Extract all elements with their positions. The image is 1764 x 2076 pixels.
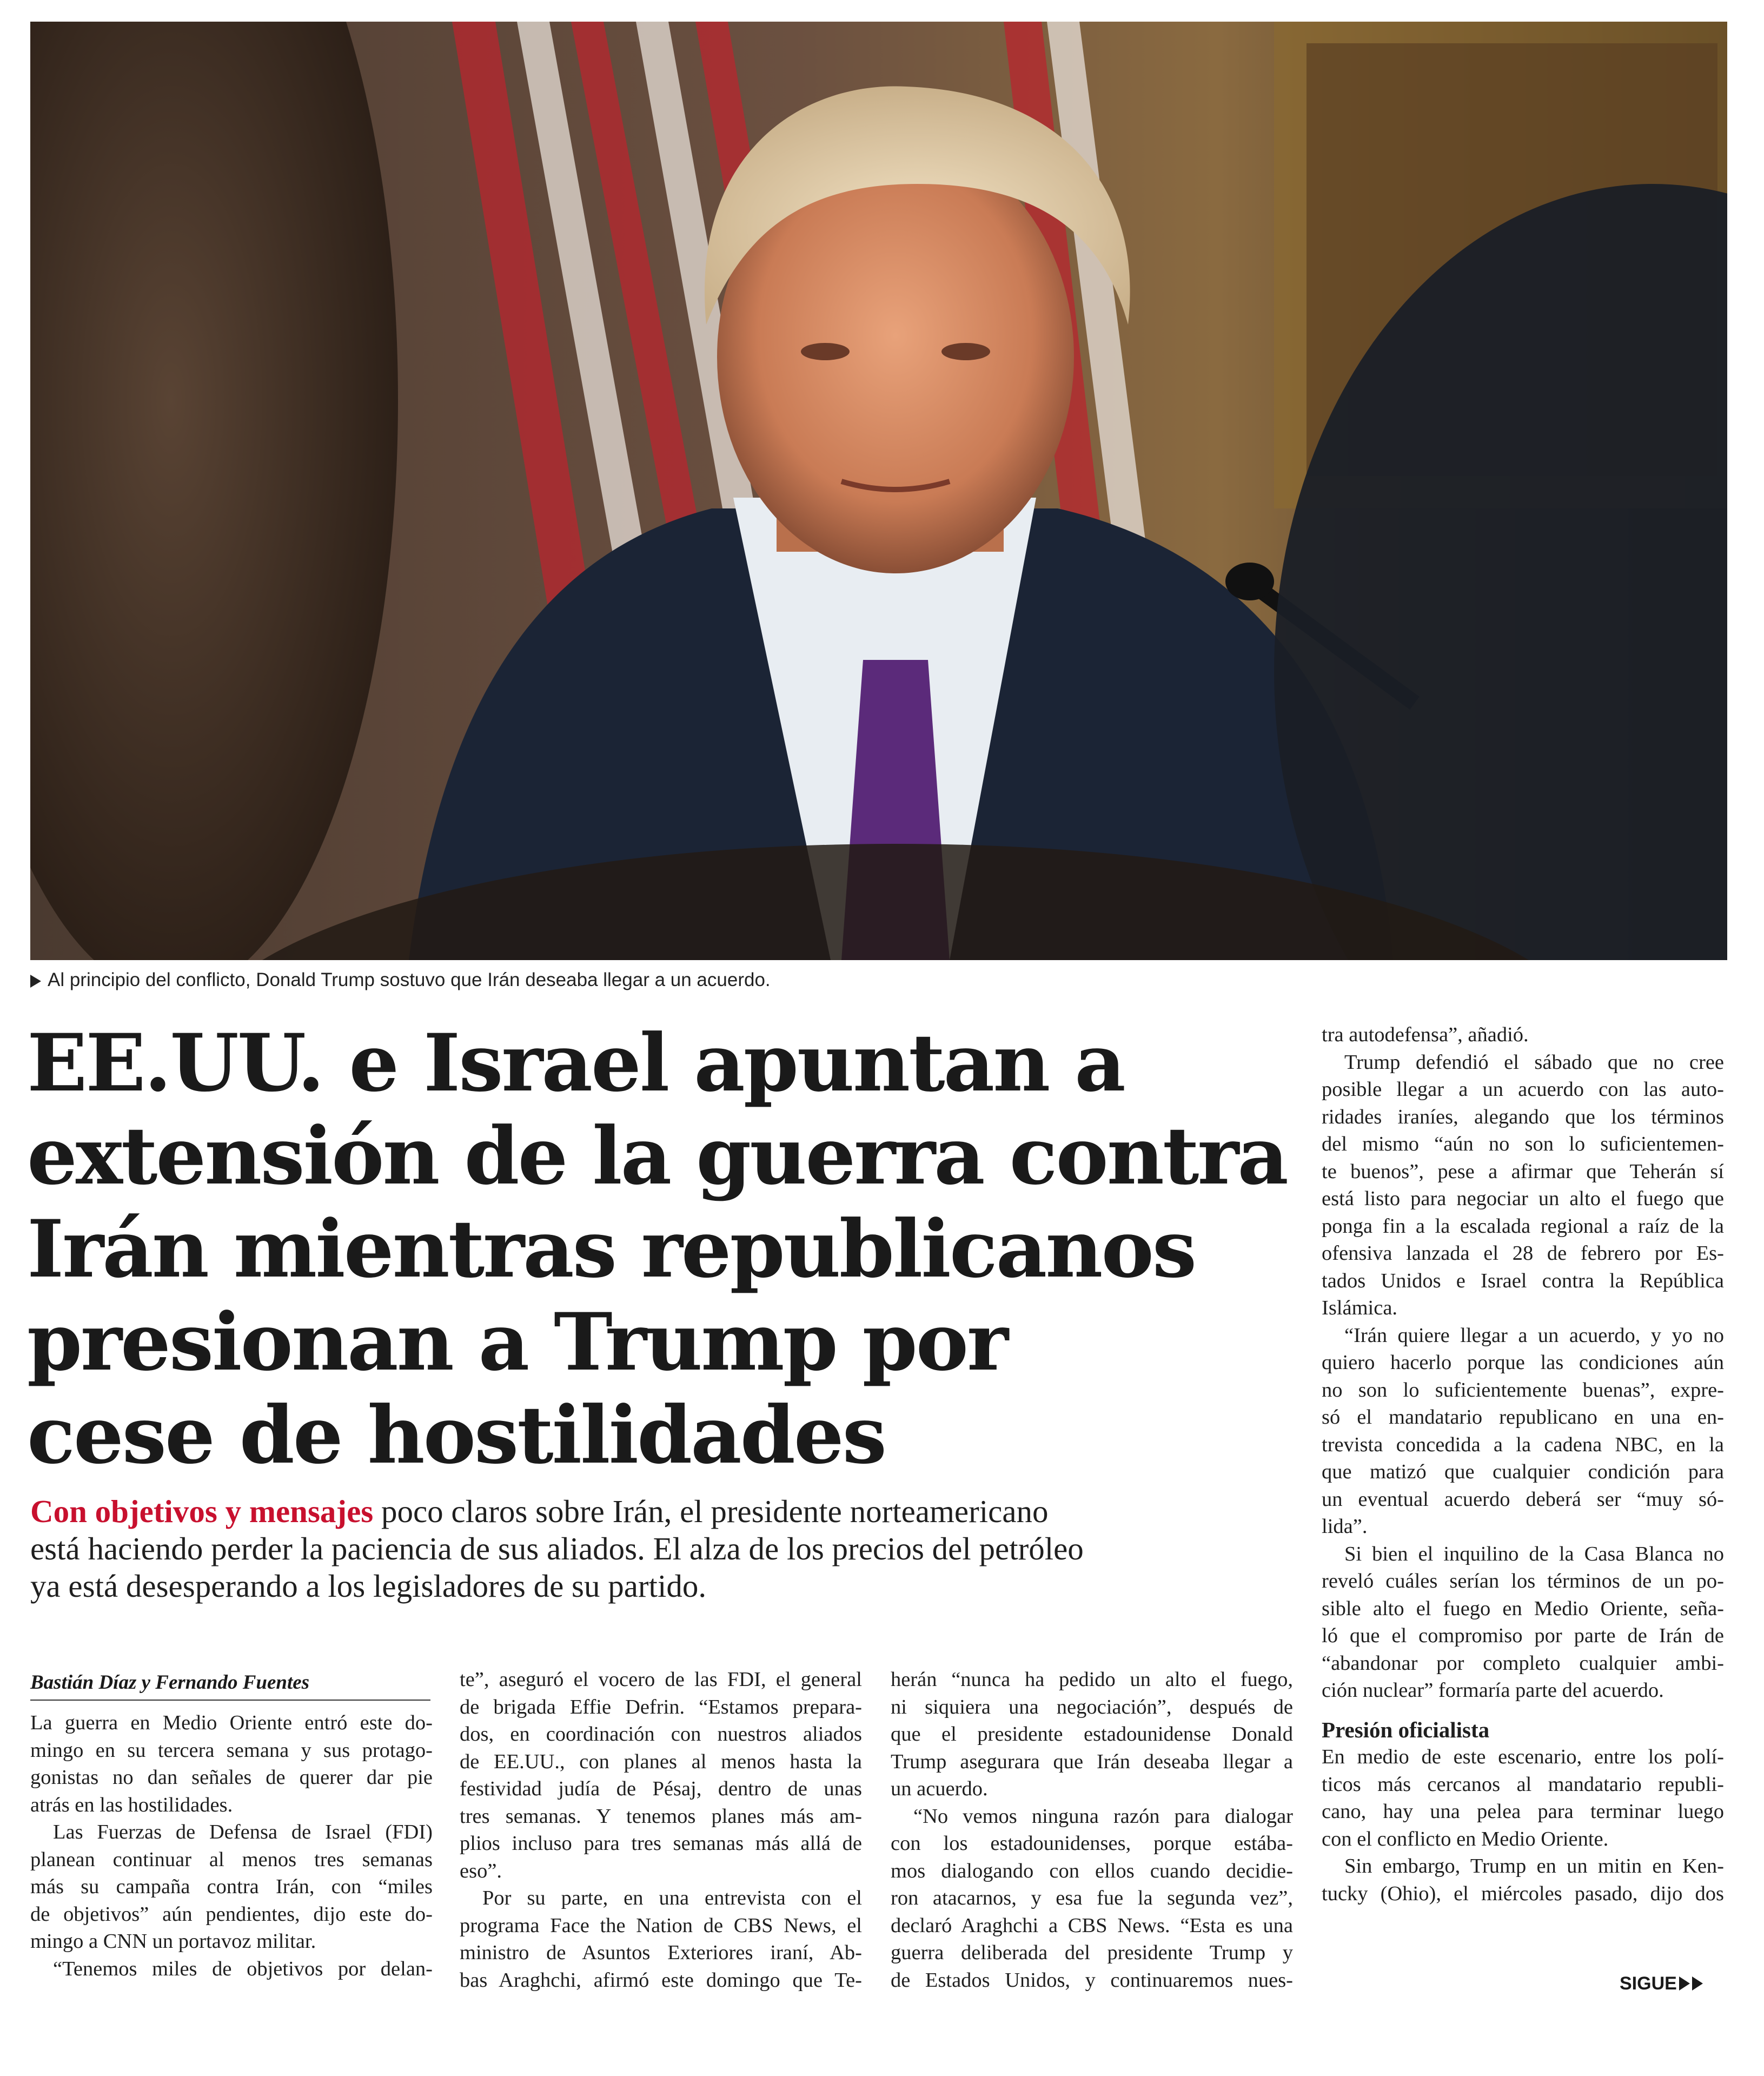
headline-line: Irán mientras republicanos [27,1203,1196,1295]
body-line: cano, hay una pelea para terminar luego [1322,1800,1724,1823]
body-line: de objetivos” aún pendientes, dijo este do- [30,1902,433,1926]
body-column-4 [1322,1021,1724,1907]
lead-photo [30,22,1727,960]
lead-line1-rest: poco claros sobre Irán, el presidente norteamericano [373,1493,1049,1529]
lead-line [30,1493,1307,1530]
photo-illustration [30,22,1727,960]
continue-label: SIGUE [1620,1973,1677,1994]
body-line: herán “nunca ha pedido un alto el fuego, [891,1668,1293,1691]
body-line: trevista concedida a la cadena NBC, en la [1322,1433,1724,1456]
body-line: ponga fin a la escalada regional a raíz de la [1322,1214,1724,1238]
body-line: festividad judía de Pésaj, dentro de unas [460,1777,862,1800]
body-line: un acuerdo. [891,1777,988,1800]
headline [27,1017,1287,1482]
body-line: programa Face the Nation de CBS News, el [460,1914,862,1937]
body-line: planean continuar al menos tres semanas [30,1848,433,1871]
body-line: Sin embargo, Trump en un mitin en Ken- [1344,1855,1724,1877]
caption-triangle-icon [30,975,41,988]
lead-paragraph [30,1493,1307,1605]
caption-text: Al principio del conflicto, Donald Trump sostuvo que Irán deseaba llegar a un acuerdo. [48,969,771,990]
body-line: un eventual acuerdo deberá ser “muy só- [1322,1487,1724,1511]
body-line: más su campaña contra Irán, con “miles [30,1875,433,1898]
body-line: bas Araghchi, afirmó este domingo que Te- [460,1968,862,1992]
body-line: mingo a CNN un portavoz militar. [30,1930,316,1953]
body-line: sible alto el fuego en Medio Oriente, seña- [1322,1597,1724,1620]
body-line: “Irán quiere llegar a un acuerdo, y yo no [1344,1324,1724,1347]
subhead: Presión oficialista [1322,1717,1490,1742]
body-line: Islámica. [1322,1297,1398,1319]
lead-line: ya está desesperando a los legisladores de su partido. [30,1568,707,1604]
body-line: ni siquiera una negociación”, después de [891,1695,1293,1718]
headline-line: presionan a Trump por [27,1296,1007,1389]
body-line: mingo en su tercera semana y sus protago- [30,1738,433,1762]
body-line: tados Unidos e Israel contra la República [1322,1269,1724,1292]
body-line: ticos más cercanos al mandatario republi- [1322,1773,1724,1796]
body-line: plios incluso para tres semanas más allá de [460,1832,862,1855]
headline-line: extensión de la guerra contra [27,1110,1287,1202]
body-line: “No vemos ninguna razón para dialogar [913,1804,1293,1828]
body-line: guerra deliberada del presidente Trump y [891,1941,1293,1964]
body-line: Por su parte, en una entrevista con el [482,1887,862,1909]
body-line: ofensiva lanzada el 28 de febrero por Es- [1322,1242,1724,1265]
lead-line: está haciendo perder la paciencia de sus aliados. El alza de los precios del petróleo [30,1531,1084,1566]
body-line: está listo para negociar un alto el fuego que [1322,1187,1724,1210]
body-line: no son lo suficientemente buenas”, expre- [1322,1378,1724,1401]
body-line: te buenos”, pese a afirmar que Teherán sí [1322,1160,1724,1183]
body-line: mos dialogando con ellos cuando decidie- [891,1859,1293,1882]
body-line: con el conflicto en Medio Oriente. [1322,1827,1609,1850]
arrow-right-icon [1679,1976,1690,1991]
body-line: de EE.UU., con planes al menos hasta la [460,1750,862,1773]
body-line: ló que el compromiso por parte de Irán de [1322,1624,1724,1647]
body-line: gonistas no dan señales de querer dar pie [30,1766,433,1789]
continue-marker [1620,1973,1703,1994]
body-line: con los estadounidenses, porque estába- [891,1832,1293,1855]
body-line: te”, aseguró el vocero de las FDI, el general [460,1668,862,1691]
body-line: tucky (Ohio), el miércoles pasado, dijo dos [1322,1882,1724,1905]
body-line: declaró Araghchi a CBS News. “Esta es una [891,1914,1293,1937]
body-line: Trump asegurara que Irán deseaba llegar a [891,1750,1293,1773]
body-line: lida”. [1322,1515,1368,1538]
body-line: que el presidente estadounidense Donald [891,1723,1293,1746]
body-line: dos, en coordinación con nuestros aliados [460,1723,862,1746]
body-line: “Tenemos miles de objetivos por delan- [53,1957,433,1980]
body-line: ridades iraníes, alegando que los términos [1322,1105,1724,1128]
body-line: posible llegar a un acuerdo con las auto- [1322,1078,1724,1101]
body-line: de brigada Effie Defrin. “Estamos prepara- [460,1695,862,1718]
arrow-right-icon [1692,1976,1703,1991]
body-line: tres semanas. Y tenemos planes más am- [460,1804,862,1828]
headline-line: EE.UU. e Israel apuntan a [27,1017,1124,1109]
body-line: Trump defendió el sábado que no cree [1344,1050,1724,1074]
body-line: que matizó que cualquier condición para [1322,1460,1724,1483]
body-line: “abandonar por completo cualquier ambi- [1322,1651,1724,1675]
body-line: ministro de Asuntos Exteriores iraní, Ab- [460,1941,862,1964]
body-line: Las Fuerzas de Defensa de Israel (FDI) [53,1821,433,1843]
body-line: del mismo “aún no son lo suficientemen- [1322,1133,1724,1155]
body-column-3 [891,1666,1293,1994]
body-column-1 [30,1709,433,1982]
body-line: ción nuclear” formaría parte del acuerdo. [1322,1679,1664,1702]
body-line: La guerra en Medio Oriente entró este do- [30,1711,433,1734]
body-column-2 [460,1666,862,1994]
body-line: tra autodefensa”, añadió. [1322,1023,1529,1046]
body-line: ron atacarnos, y esa fue la segunda vez”, [891,1887,1293,1909]
headline-line: cese de hostilidades [27,1389,885,1482]
body-line: Si bien el inquilino de la Casa Blanca no [1344,1542,1724,1565]
body-line: reveló cuáles serían los términos de un po- [1322,1570,1724,1592]
body-line: atrás en las hostilidades. [30,1793,233,1816]
body-line: de Estados Unidos, y continuaremos nues- [891,1968,1293,1992]
body-line: só el mandatario republicano en una en- [1322,1406,1724,1429]
body-line: quiero hacerlo porque las condiciones aún [1322,1351,1724,1374]
lead-kicker: Con objetivos y mensajes [30,1493,374,1529]
body-line: En medio de este escenario, entre los polí- [1322,1746,1724,1768]
byline: Bastián Díaz y Fernando Fuentes [30,1670,430,1701]
photo-caption [30,967,1328,993]
body-line: eso”. [460,1859,502,1882]
